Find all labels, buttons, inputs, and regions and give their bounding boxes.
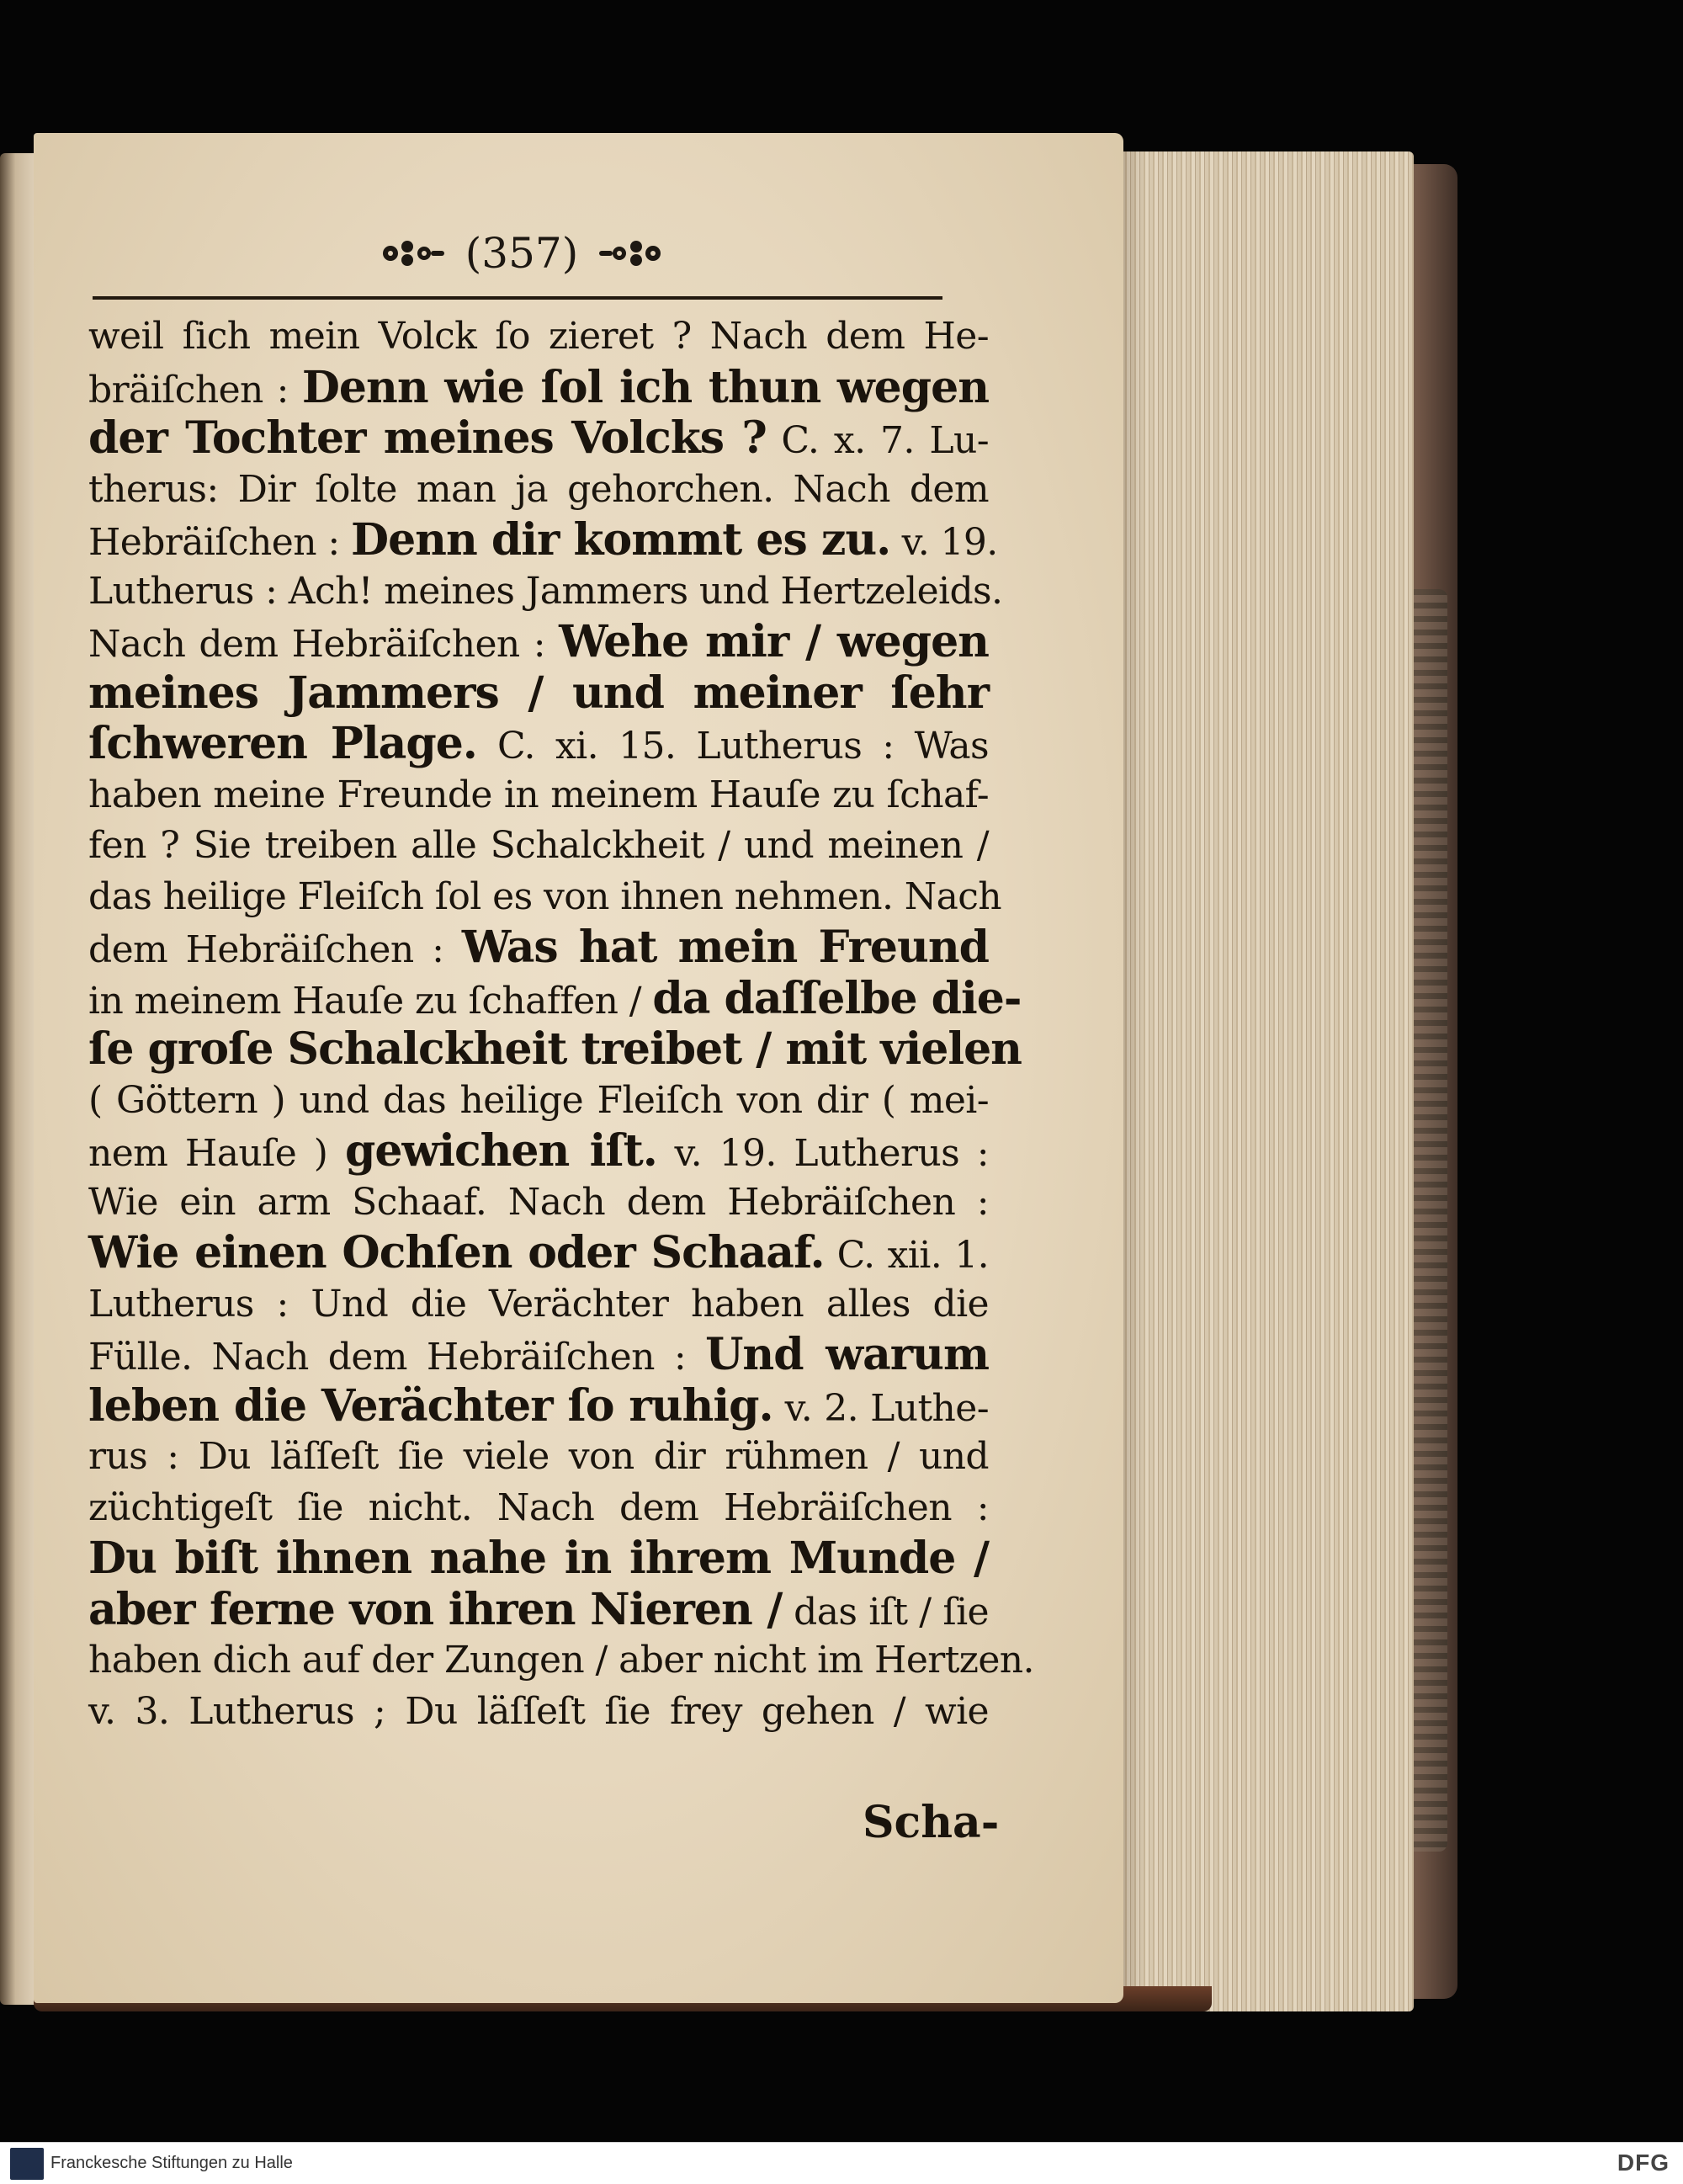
text-run: Hebräiſchen : [88, 521, 351, 564]
text-emphasis: meines Jammers / und meiner ſehr [88, 667, 989, 719]
text-emphasis: Denn dir kommt es zu. [350, 514, 891, 566]
text-line [88, 1023, 1022, 1076]
text-line [88, 719, 989, 770]
text-run: Fülle. Nach dem Hebräiſchen : [88, 1336, 706, 1379]
text-run: haben meine Freunde in meinem Hauſe zu ſchaf- [88, 773, 989, 816]
text-line [88, 363, 989, 414]
text-line [88, 311, 989, 363]
header-rule [93, 296, 942, 300]
text-emphasis: Was hat mein Freund [461, 922, 989, 973]
text-run: C. x. 7. Lu- [766, 419, 990, 462]
text-line [88, 872, 1002, 923]
text-line [88, 1585, 989, 1636]
text-line [88, 514, 998, 566]
text-run: v. 3. Lutherus ; Du läſſeſt ſie frey gehen / wie [88, 1689, 989, 1733]
text-run: v. 2. Luthe- [772, 1386, 989, 1430]
text-emphasis: leben die Verächter ſo ruhig. [88, 1379, 773, 1432]
text-line [88, 566, 1003, 618]
text-emphasis: aber ferne von ihren Nieren / [88, 1583, 783, 1635]
text-line [88, 1177, 989, 1229]
text-emphasis: ſe groſe Schalckheit treibet / mit vielen [88, 1023, 1022, 1075]
text-line [88, 465, 989, 516]
text-line [88, 1483, 989, 1534]
text-run: nem Hauſe ) [88, 1132, 345, 1175]
text-run: v. 19. [890, 521, 998, 564]
text-line [88, 413, 989, 465]
text-line [88, 1432, 989, 1483]
text-run: fen ? Sie treiben alle Schalckheit / und meinen / [88, 824, 989, 867]
text-run: in meinem Hauſe zu ſchaffen / [88, 979, 653, 1023]
text-emphasis: Wehe mir / wegen [559, 616, 989, 667]
text-line [88, 1228, 989, 1279]
text-run: C. xii. 1. [824, 1234, 989, 1277]
text-line [88, 770, 989, 821]
text-emphasis: gewichen iſt. [345, 1125, 657, 1177]
text-run: das iſt / ſie [782, 1590, 989, 1634]
institution-logo-icon [10, 2148, 44, 2180]
text-run: v. 19. Lutherus : [656, 1132, 989, 1175]
text-run: Wie ein arm Schaaf. Nach dem Hebräiſchen : [88, 1180, 989, 1224]
text-line [88, 821, 989, 872]
ornament-left-icon [379, 236, 446, 270]
text-run: Lutherus : Ach! meines Jammers und Hertzeleids. [88, 569, 1003, 613]
text-line [88, 1635, 1034, 1687]
page-number: (357) [465, 229, 579, 278]
text-run: ( Göttern ) und das heilige Fleiſch von dir ( mei- [88, 1078, 989, 1122]
text-line [88, 972, 1022, 1025]
page-header [93, 229, 951, 296]
viewer-footer [0, 2142, 1683, 2184]
text-run: dem Hebräiſchen : [88, 928, 462, 971]
text-line [88, 668, 989, 720]
catchword: Scha- [863, 1797, 1000, 1848]
institution-name: Franckesche Stiftungen zu Halle [50, 2154, 293, 2172]
text-run: haben dich auf der Zungen / aber nicht im Hertzen. [88, 1639, 1034, 1682]
text-emphasis: da daſſelbe die- [652, 972, 1022, 1024]
text-run: Nach dem Hebräiſchen : [88, 623, 560, 666]
text-run: züchtigeſt ſie nicht. Nach dem Hebräiſchen : [88, 1485, 989, 1529]
text-line [88, 617, 989, 668]
text-emphasis: Und warum [705, 1329, 989, 1380]
text-emphasis: der Tochter meines Volcks ? [88, 412, 767, 464]
ornament-right-icon [597, 236, 665, 270]
text-line [88, 1126, 989, 1177]
text-line [88, 1687, 989, 1738]
text-line [88, 1381, 989, 1432]
text-run: therus: Dir ſolte man ja gehorchen. Nach dem [88, 467, 989, 511]
text-run: bräiſchen : [88, 368, 302, 412]
text-emphasis: Wie einen Ochſen oder Schaaf. [88, 1227, 825, 1278]
text-run: weil ſich mein Volck ſo zieret ? Nach dem He- [88, 315, 989, 358]
text-line [88, 1330, 989, 1381]
text-run: C. xi. 15. Lutherus : Was [476, 725, 990, 768]
text-line [88, 1076, 989, 1127]
text-emphasis: Du biſt ihnen nahe in ihrem Munde / [88, 1533, 989, 1584]
dfg-logo: DFG [1617, 2149, 1670, 2176]
text-emphasis: Denn wie ſol ich thun wegen [301, 361, 989, 413]
text-emphasis: ſchweren Plage. [88, 718, 477, 769]
text-run: das heilige Fleiſch ſol es von ihnen nehmen. Nach [88, 874, 1002, 918]
text-run: rus : Du läſſeſt ſie viele von dir rühmen / und [88, 1435, 989, 1478]
text-run: Lutherus : Und die Verächter haben alles die [88, 1282, 989, 1326]
text-line [88, 922, 989, 974]
text-line [88, 1533, 989, 1585]
text-line [88, 1279, 989, 1331]
body-text [88, 311, 1034, 1737]
